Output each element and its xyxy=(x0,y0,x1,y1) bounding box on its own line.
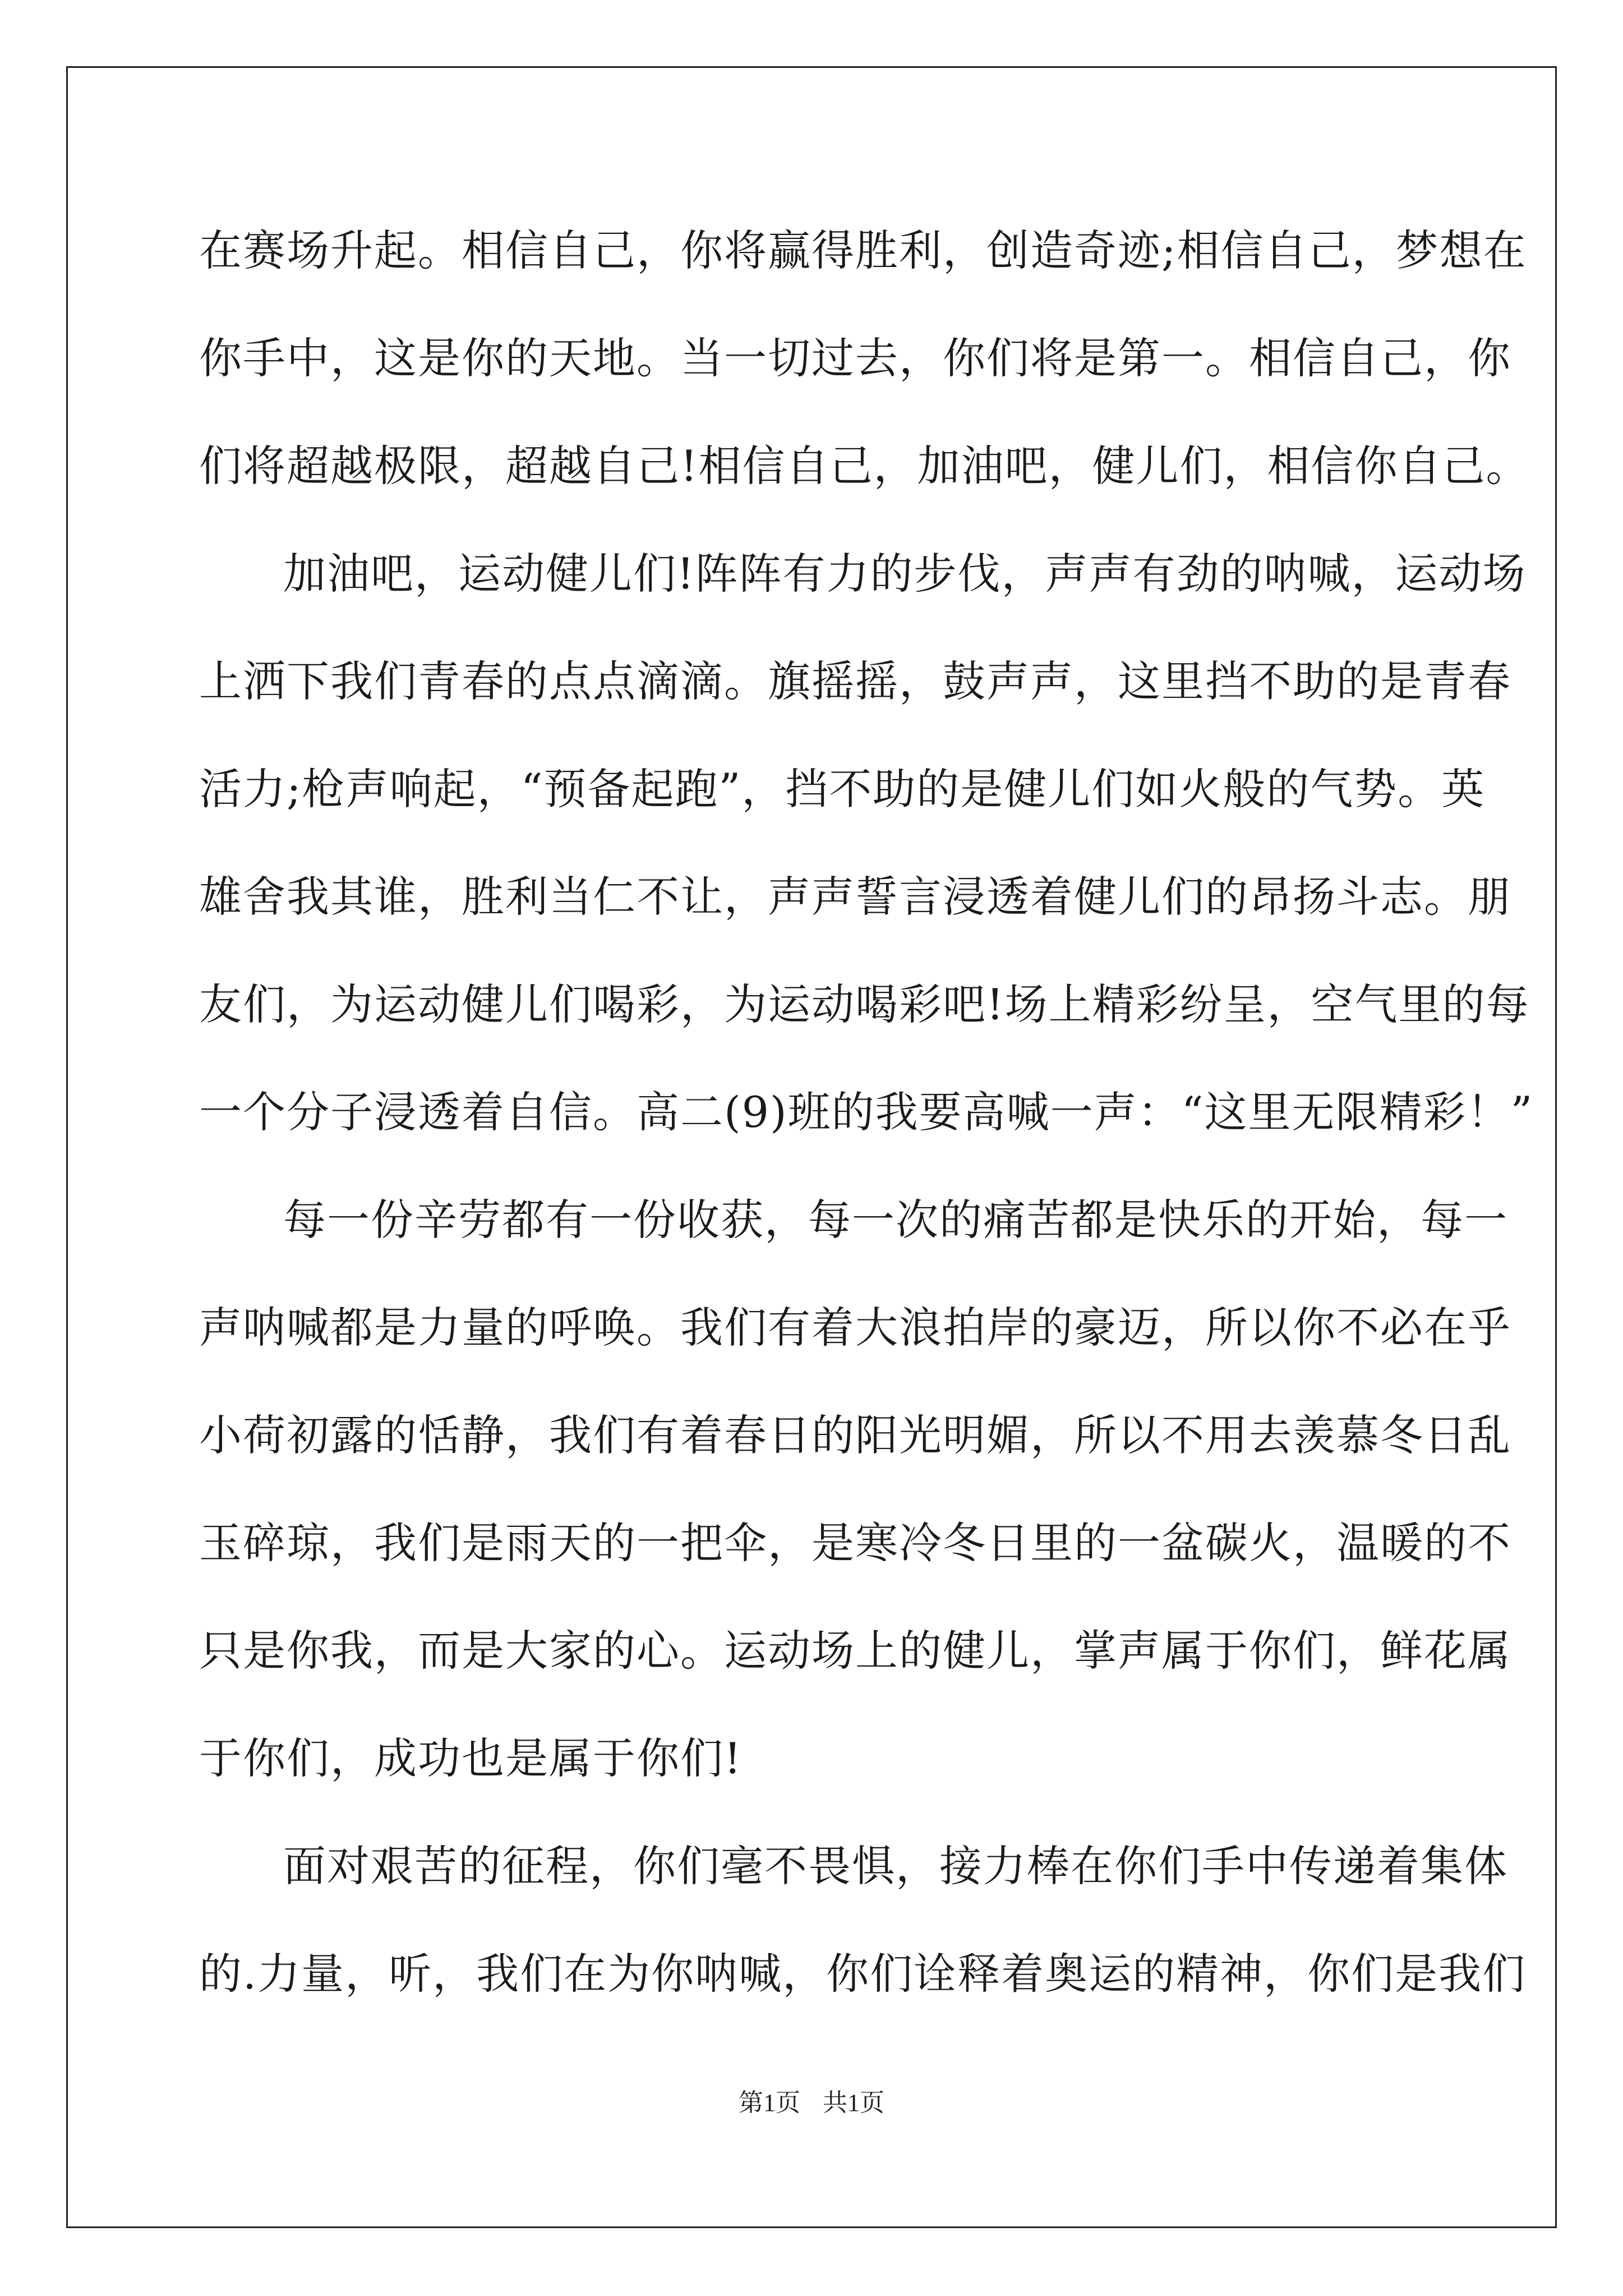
text-line: 一个分子浸透着自信。高二(9)班的我要高喊一声：“这里无限精彩！” xyxy=(199,1087,1534,1137)
text-line: 玉碎琼，我们是雨天的一把伞，是寒冷冬日里的一盆碳火，温暖的不 xyxy=(199,1518,1511,1568)
text-line: 活力;枪声响起，“预备起跑”，挡不助的是健儿们如火般的气势。英 xyxy=(199,764,1486,814)
text-line: 友们，为运动健儿们喝彩，为运动喝彩吧!场上精彩纷呈，空气里的每 xyxy=(199,979,1530,1029)
text-line: 小荷初露的恬静，我们有着春日的阳光明媚，所以不用去羡慕冬日乱 xyxy=(199,1410,1511,1460)
text-line: 声呐喊都是力量的呼唤。我们有着大浪拍岸的豪迈，所以你不必在乎 xyxy=(199,1303,1511,1352)
page-total: 共1页 xyxy=(823,2089,884,2116)
text-line: 们将超越极限，超越自己!相信自己，加油吧，健儿们，相信你自己。 xyxy=(199,441,1530,491)
page-number: 第1页 xyxy=(739,2089,800,2116)
text-line: 在赛场升起。相信自己，你将赢得胜利，创造奇迹;相信自己，梦想在 xyxy=(199,226,1527,275)
text-line: 你手中，这是你的天地。当一切过去，你们将是第一。相信自己，你 xyxy=(199,333,1511,383)
text-line: 的.力量，听，我们在为你呐喊，你们诠释着奥运的精神，你们是我们 xyxy=(199,1949,1527,1999)
paragraph-end-line: 于你们，成功也是属于你们! xyxy=(199,1733,743,1783)
text-line: 雄舍我其谁，胜利当仁不让，声声誓言浸透着健儿们的昂扬斗志。朋 xyxy=(199,872,1511,922)
paragraph-start-line: 每一份辛劳都有一份收获，每一次的痛苦都是快乐的开始，每一 xyxy=(283,1195,1508,1245)
paragraph-start-line: 面对艰苦的征程，你们毫不畏惧，接力棒在你们手中传递着集体 xyxy=(283,1841,1508,1891)
page-footer xyxy=(0,2082,1623,2118)
text-line: 上洒下我们青春的点点滴滴。旗摇摇，鼓声声，这里挡不助的是青春 xyxy=(199,656,1511,706)
text-line: 只是你我，而是大家的心。运动场上的健儿，掌声属于你们，鲜花属 xyxy=(199,1626,1511,1676)
paragraph-start-line: 加油吧，运动健儿们!阵阵有力的步伐，声声有劲的呐喊，运动场 xyxy=(283,549,1527,599)
document-body xyxy=(199,213,1534,2044)
